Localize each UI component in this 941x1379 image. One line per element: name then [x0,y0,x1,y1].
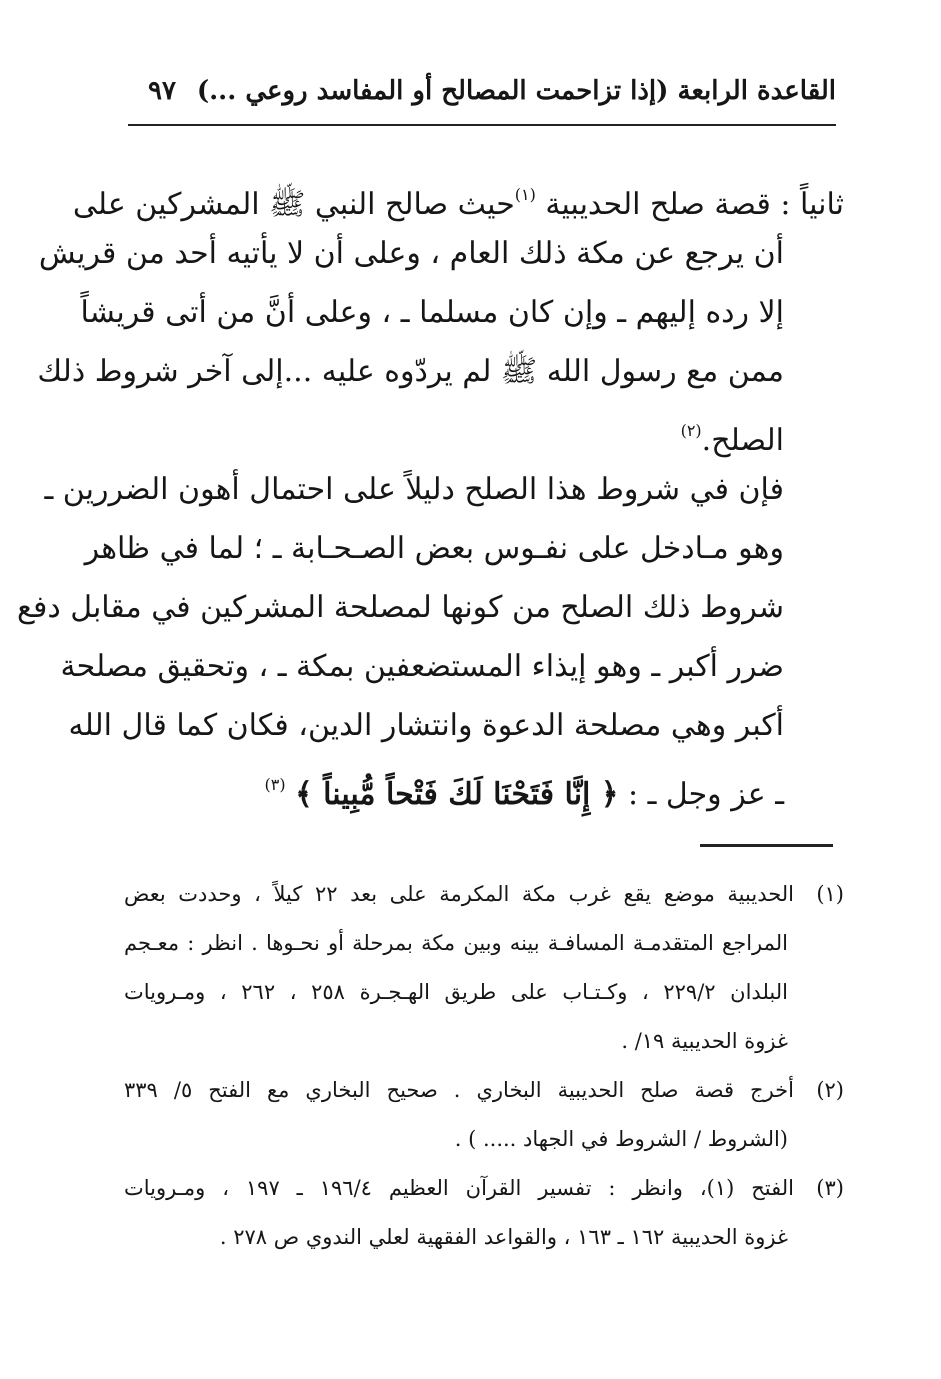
text-line [124,755,844,814]
footnote-3 [124,1164,844,1262]
footnote-number: (٢) [816,1078,844,1102]
text-line: شروط ذلك الصلح من كونها لمصلحة المشركين في مقابل دفع [17,590,784,625]
text-line: أن يرجع عن مكة ذلك العام ، وعلى أن لا يأتيه أحد من قريش [38,236,784,271]
footnote-text: الحديبية موضع يقع غرب مكة المكرمة على بعد ٢٢ كيلاً ، وحددت بعض [124,882,794,906]
footnote-line: غزوة الحديبية ١٩/ . [621,1029,788,1053]
footnote-2 [124,1066,844,1164]
footnote-line: البلدان ٢٢٩/٢ ، وكـتـاب على طريق الهـجـرة ٢٥٨ ، ٢٦٢ ، ومـرويات [124,980,788,1004]
text-segment: الصلح. [701,423,784,458]
footnote-line [124,1066,844,1115]
footnote-line [124,870,844,919]
quran-verse: ﴿ إِنَّا فَتَحْنَا لَكَ فَتْحاً مُّبِيناً ﴾ [295,777,619,812]
text-segment: حيث صالح النبي ﷺ المشركين على [72,187,515,222]
main-text [17,165,844,814]
text-segment: ثانياً : قصة صلح الحديبية [545,187,844,222]
text-segment: ـ عز وجل ـ : [627,777,784,812]
footnote-line [124,1164,844,1213]
footnote-text: أخرج قصة صلح الحديبية البخاري . صحيح البخاري مع الفتح ٥/ ٣٣٩ [124,1078,794,1102]
footnote-line: غزوة الحديبية ١٦٢ ـ ١٦٣ ، والقواعد الفقهية لعلي الندوي ص ٢٧٨ . [219,1225,788,1249]
footnote-1 [124,870,844,1066]
running-header [128,70,836,120]
footnote-text: الفتح (١)، وانظر : تفسير القرآن العظيم ١٩٦/٤ ـ ١٩٧ ، ومـرويات [124,1176,794,1200]
footnote-line: (الشروط / الشروط في الجهاد ..... ) . [454,1127,788,1151]
footnotes [124,870,844,1262]
text-line: أكبر وهي مصلحة الدعوة وانتشار الدين، فكان كما قال الله [68,708,784,743]
text-line [72,165,844,224]
footnote-marker: (١) [514,185,536,204]
footnote-number: (١) [816,882,844,906]
text-line: ممن مع رسول الله ﷺ لم يردّوه عليه ...إلى آخر شروط ذلك [37,354,784,389]
text-line [124,401,844,460]
footnote-line: المراجع المتقدمـة المسافـة بينه وبين مكة بمرحلة أو نحـوها . انظر : معـجم [124,931,788,955]
footnote-number: (٣) [816,1176,844,1200]
text-line: فإن في شروط هذا الصلح دليلاً على احتمال أهون الضررين ـ [44,472,784,507]
text-line: إلا رده إليهم ـ وإن كان مسلما ـ ، وعلى أنَّ من أتى قريشاً [80,295,784,330]
footnote-divider [700,844,833,847]
running-header-title: القاعدة الرابعة (إذا تزاحمت المصالح أو المفاسد روعي ...) [196,76,836,106]
header-divider [128,124,836,126]
footnote-marker: (٣) [264,775,286,794]
text-line: ضرر أكبر ـ وهو إيذاء المستضعفين بمكة ـ ، وتحقيق مصلحة [60,649,784,684]
text-line: وهو مـادخل على نفـوس بعض الصـحـابة ـ ؛ لما في ظاهر [84,531,784,566]
page-number: ٩٧ [148,76,176,106]
footnote-marker: (٢) [680,421,702,440]
